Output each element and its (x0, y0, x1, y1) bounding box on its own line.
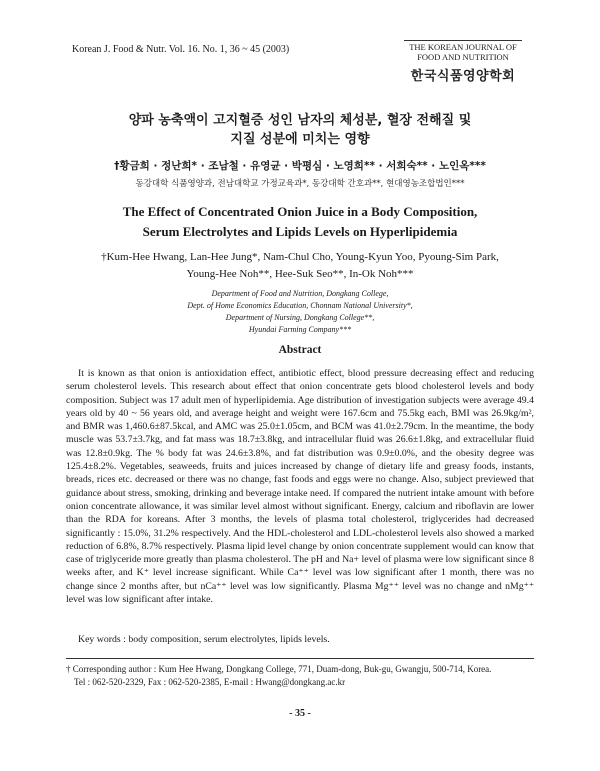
keywords: Key words : body composition, serum electrolytes, lipids levels. (78, 634, 330, 645)
english-authors-line1: †Kum-Hee Hwang, Lan-Hee Jung*, Nam-Chul Cho, Young-Kyun Yoo, Pyoung-Sim Park, (101, 251, 499, 263)
journal-citation: Korean J. Food & Nutr. Vol. 16. No. 1, 36 ~ 45 (2003) (72, 44, 290, 55)
page-number: - 35 - (289, 708, 311, 719)
korean-authors: †황금희 · 정난희* · 조남철 · 유영균 · 박평심 · 노영희** · 서희숙** · 노인옥*** (114, 160, 486, 172)
department-line: Hyundai Farming Company*** (248, 325, 352, 334)
brand-rule (404, 40, 522, 41)
korean-affiliations: 동강대학 식품영양과, 전남대학교 가정교육과*, 동강대학 간호과**, 현대영농조합법인*** (135, 179, 465, 189)
abstract-paragraph: It is known as that onion is antioxidation effect, antibiotic effect, blood pressure decreasing effect and reducing serum cholesterol levels. This research about effect that onion concentrate gets blood cholesterol levels and body composition. Subject was 17 adult men of hyperlipidemia. Age distribution of investigation subjects were average 49.4 years old by 40 ~ 56 years old, and average height and weight were 167.6cm and 75.5kg each, BMI was 26.9kg/m², and BMR was 1,460.6±87.5kcal, and AMC was 25.0±1.05cm, and BCM was 41.0±2.79cm. In the meantime, the body muscle was 53.7±3.7kg, and fat mass was 18.7±3.8kg, and intracellular fluid was 26.6±1.8kg, and extracellular fluid was 12.8±0.9kg. The % body fat was 24.6±3.8%, and fat distribution was 0.9±0.0%, and the obesity degree was 125.4±8.2%. Vegetables, seaweeds, fruits and juices increased by change of dietary life and greasy foods, instants, breads, rices etc. decreased or there was no change, fast foods and eggs were no change. Also, subject previewed that guidance about stress, smoking, drinking and beverage intake need. If compared the nutrient intake amount with before onion concentrate allowance, it was similar level almost without significant. Energy, calcium and riboflavin are lower than the RDA for koreans. After 3 months, the levels of plasma total cholesterol, triglycerides had decreased significantly : 15.0%, 31.2% respectively. And the HDL-cholesterol and LDL-cholesterol levels also showed a marked reduction of 6.8%, 8.7% respectively. Plasma lipid level change by onion concentrate supplement would can know that case of triglyceride more greatly than plasma cholesterol. The pH and Na+ level of plasma were low significant since 8 weeks after, and K⁺ level increase significant. While Ca⁺⁺ level was low significant after 1 month, there was no change since 2 months after, but nCa⁺⁺ level was low significantly. Plasma Mg⁺⁺ level was no change and nMg⁺⁺ level was low significant after intake. (66, 368, 534, 606)
department-line: Department of Nursing, Dongkang College**, (225, 313, 375, 322)
department-line: Dept. of Home Economics Education, Chonnam National University*, (187, 301, 413, 310)
journal-name-en-line1: THE KOREAN JOURNAL OF (409, 42, 517, 52)
english-title-line2: Serum Electrolytes and Lipids Levels on Hyperlipidemia (142, 224, 458, 239)
footnote-line1: † Corresponding author : Kum Hee Hwang, Dongkang College, 771, Duam-dong, Buk-gu, Gwangju, 500-714, Korea. (66, 664, 492, 674)
journal-brand (404, 40, 522, 84)
abstract-body (66, 367, 534, 606)
english-authors-line2: Young-Hee Noh**, Hee-Suk Seo**, In-Ok Noh*** (186, 268, 414, 280)
footnote-rule (66, 658, 534, 659)
korean-title-line1: 양파 농축액이 고지혈증 성인 남자의 체성분, 혈장 전해질 및 (128, 113, 472, 128)
journal-name-en-line2: FOOD AND NUTRITION (417, 51, 509, 62)
department-line: Department of Food and Nutrition, Dongkang College, (211, 289, 389, 298)
journal-name-ko: 한국식품영양학회 (410, 69, 516, 84)
english-title-line1: The Effect of Concentrated Onion Juice in a Body Composition, (122, 204, 478, 219)
abstract-heading: Abstract (278, 344, 322, 356)
corresponding-author-footnote (66, 663, 534, 689)
footnote-line2: Tel : 062-520-2329, Fax : 062-520-2385, E-mail : Hwang@dongkang.ac.kr (74, 677, 346, 687)
korean-title-line2: 지질 성분에 미치는 영향 (230, 132, 370, 147)
